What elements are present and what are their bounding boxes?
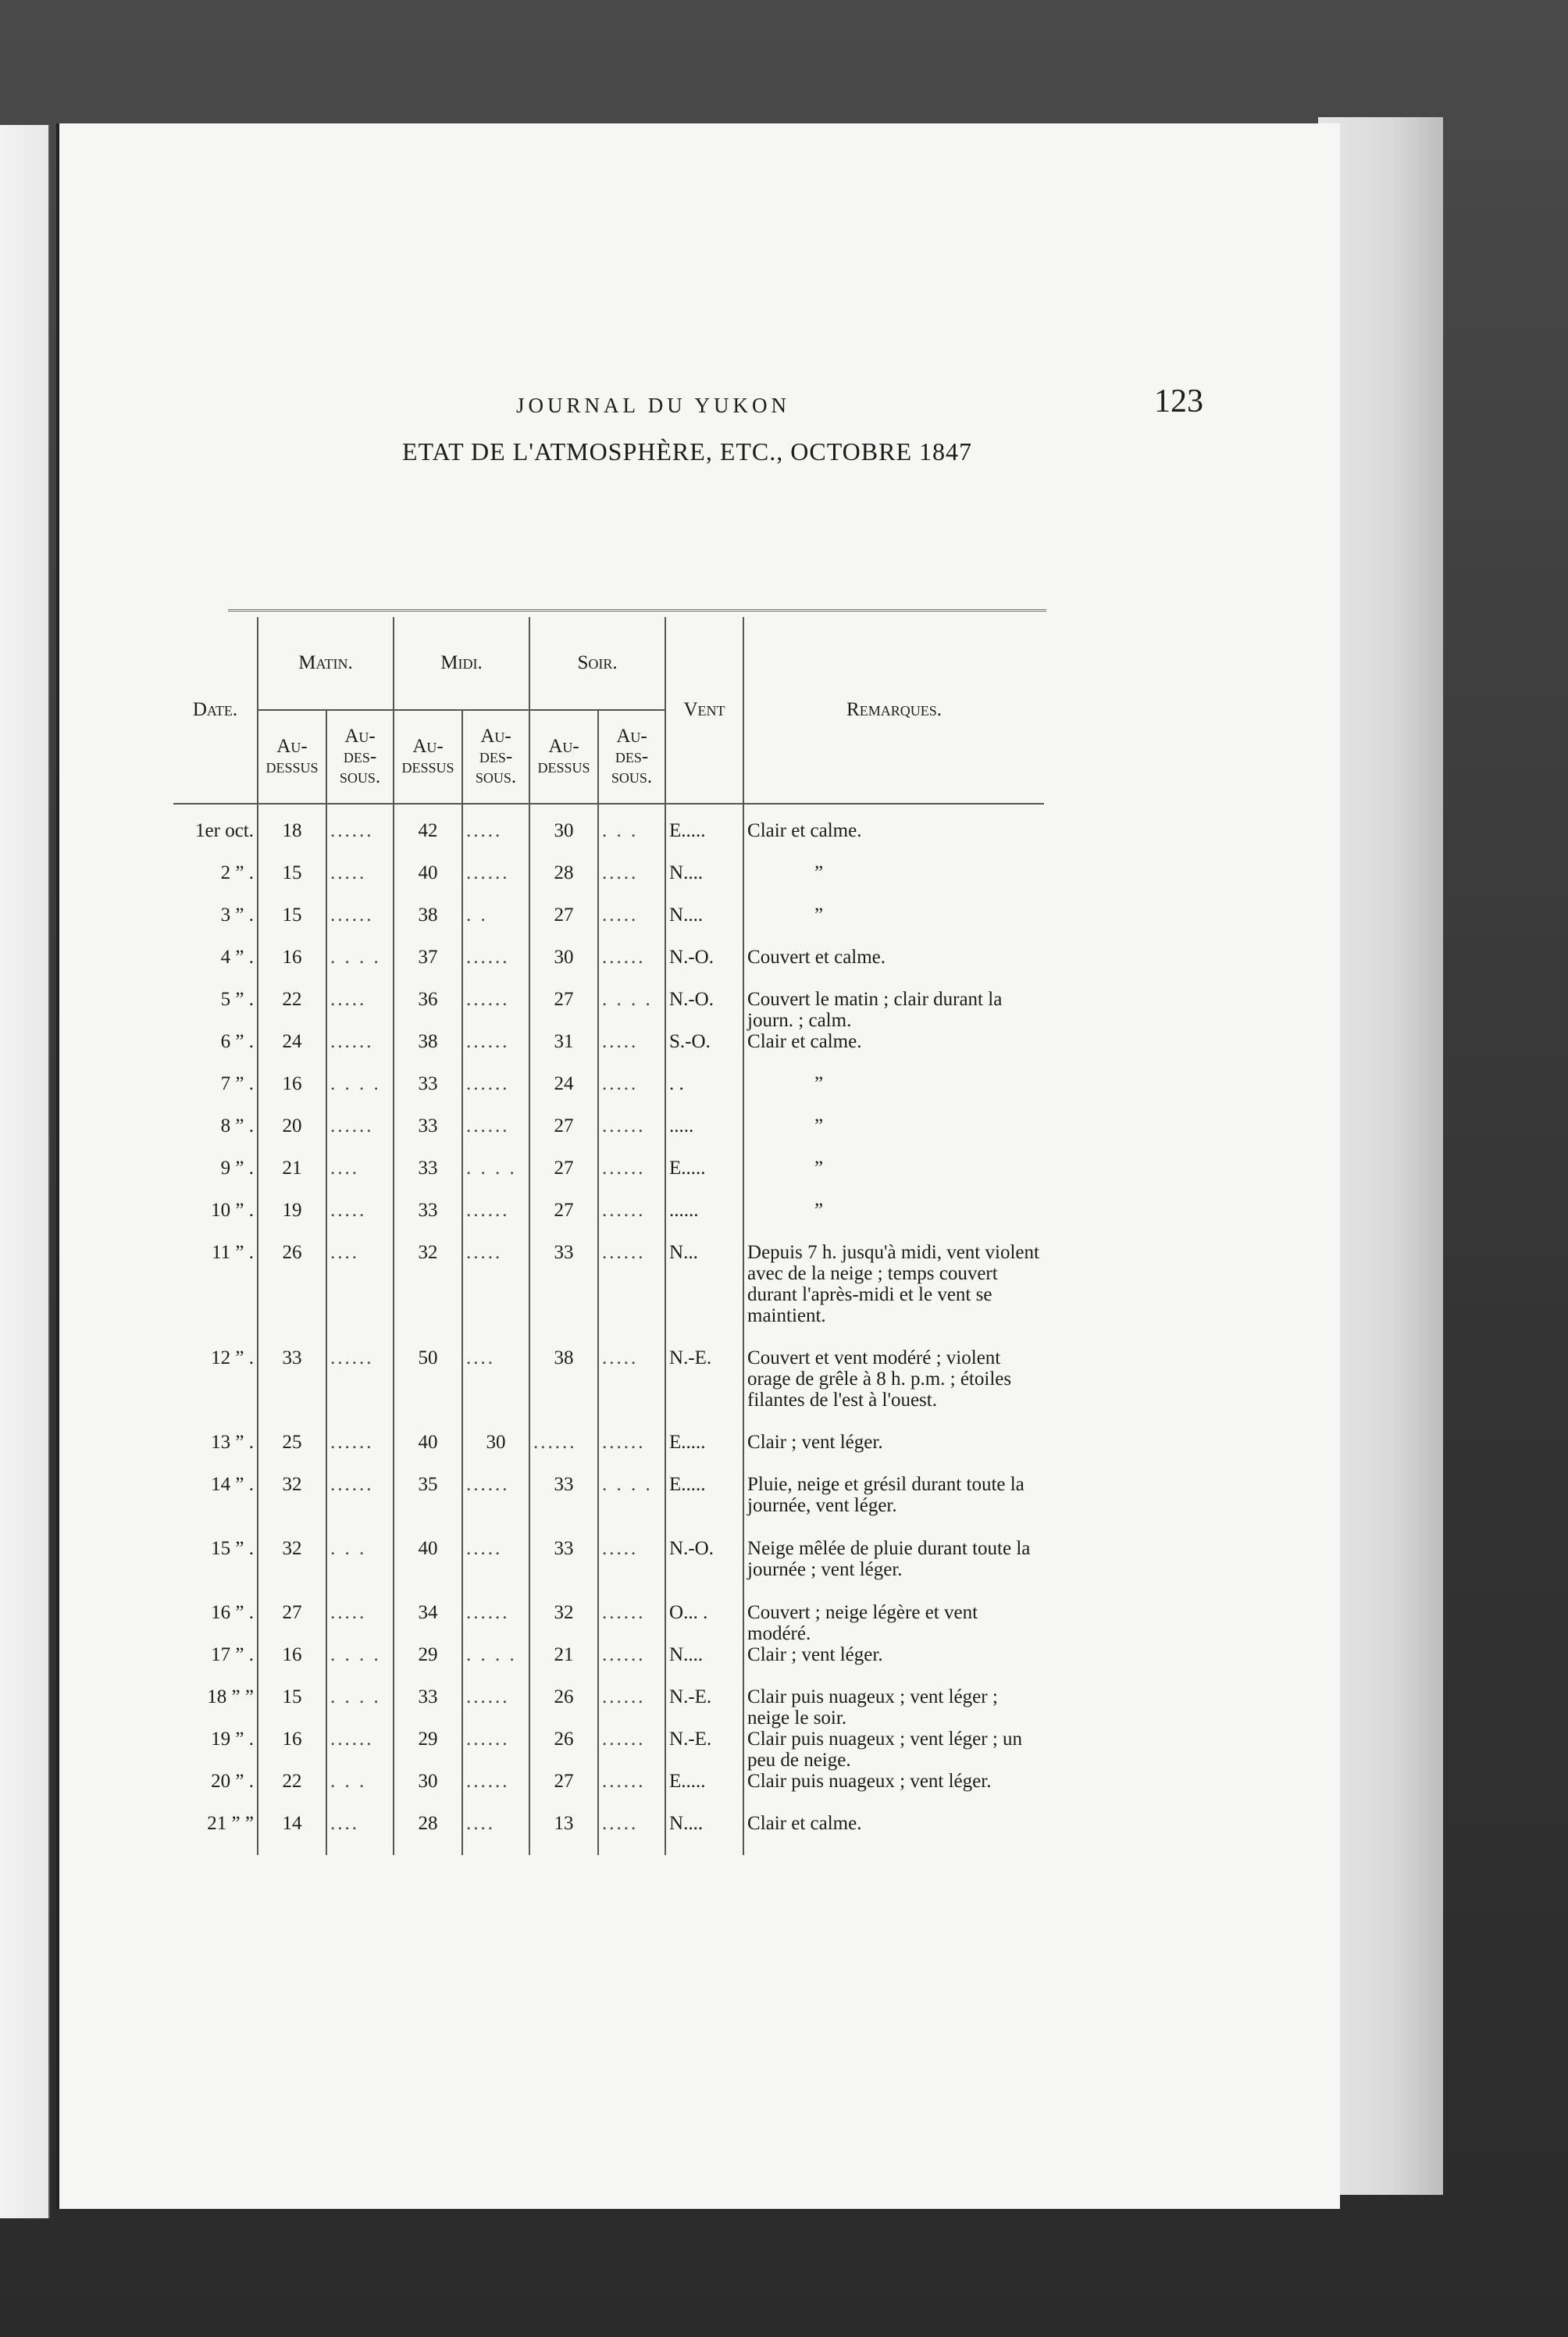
cell-remarques: Clair puis nuageux ; vent léger. xyxy=(747,1771,992,1792)
cell-midi-dessus: 29 xyxy=(394,1729,462,1771)
table-row xyxy=(173,1242,1044,1347)
cell-date: 14 ” . xyxy=(173,1474,258,1538)
cell-matin-dessous: ..... xyxy=(326,862,394,904)
cell-remarques: Clair puis nuageux ; vent léger ; un peu de neige. xyxy=(747,1729,1023,1771)
cell-midi-dessus: 36 xyxy=(394,989,462,1031)
cell-vent: N.-E. xyxy=(665,1347,743,1432)
cell-vent: E..... xyxy=(665,1474,743,1538)
header-row-groups xyxy=(173,617,1044,710)
cell-soir-dessus: 30 xyxy=(529,804,598,862)
cell-soir-dessous: . . . xyxy=(598,804,665,862)
cell-remarques: Clair et calme. xyxy=(747,1031,862,1052)
cell-midi-dessus: 38 xyxy=(394,1031,462,1073)
cell-soir-dessus: 26 xyxy=(529,1729,598,1771)
table-row xyxy=(173,1432,1044,1474)
table-row xyxy=(173,804,1044,862)
cell-soir-dessus: 30 xyxy=(529,947,598,989)
cell-vent: N... xyxy=(665,1242,743,1347)
facing-page-edge xyxy=(0,125,50,2218)
cell-soir-dessus: 38 xyxy=(529,1347,598,1432)
cell-midi-dessous: ..... xyxy=(462,1242,529,1347)
cell-midi-dessous: ...... xyxy=(462,1115,529,1158)
cell-soir-dessus: 27 xyxy=(529,1771,598,1813)
cell-soir-dessous: ..... xyxy=(598,1073,665,1115)
cell-matin-dessous: ..... xyxy=(326,989,394,1031)
cell-soir-dessous: ..... xyxy=(598,1813,665,1855)
cell-remarques: Clair et calme. xyxy=(747,1813,862,1834)
cell-soir-dessous: ...... xyxy=(598,1158,665,1200)
cell-midi-dessus: 38 xyxy=(394,904,462,947)
cell-midi-dessus: 35 xyxy=(394,1474,462,1538)
cell-midi-dessous: . . . . xyxy=(462,1158,529,1200)
table-row xyxy=(173,1474,1044,1538)
cell-date: 1er oct. xyxy=(173,804,258,862)
table-row xyxy=(173,947,1044,989)
cell-matin-dessous: ..... xyxy=(326,1602,394,1644)
cell-midi-dessous: ...... xyxy=(462,862,529,904)
cell-vent: N.... xyxy=(665,1644,743,1686)
cell-date: 17 ” . xyxy=(173,1644,258,1686)
cell-date: 11 ” . xyxy=(173,1242,258,1347)
cell-midi-dessus: 37 xyxy=(394,947,462,989)
cell-remarques: ” xyxy=(814,1115,824,1136)
cell-midi-dessous: .... xyxy=(462,1347,529,1432)
cell-midi-dessus: 50 xyxy=(394,1347,462,1432)
cell-vent: E..... xyxy=(665,1771,743,1813)
cell-remarques: Clair ; vent léger. xyxy=(747,1432,883,1453)
cell-soir-dessus: 33 xyxy=(529,1242,598,1347)
cell-soir-dessous: . . . . xyxy=(598,989,665,1031)
header-soir-au-dessous: Au-des-sous. xyxy=(598,710,665,804)
cell-matin-dessus: 32 xyxy=(258,1538,326,1602)
cell-midi-dessus: 40 xyxy=(394,862,462,904)
cell-date: 12 ” . xyxy=(173,1347,258,1432)
cell-soir-dessous: ..... xyxy=(598,904,665,947)
journal-title: JOURNAL DU YUKON xyxy=(516,394,790,417)
cell-midi-dessous: 30 xyxy=(462,1432,529,1474)
cell-date: 19 ” . xyxy=(173,1729,258,1771)
header-date: Date. xyxy=(173,617,258,804)
cell-vent: N.... xyxy=(665,904,743,947)
table-row xyxy=(173,862,1044,904)
cell-midi-dessous: ...... xyxy=(462,1686,529,1729)
cell-matin-dessus: 16 xyxy=(258,1644,326,1686)
cell-soir-dessus: 27 xyxy=(529,904,598,947)
cell-date: 15 ” . xyxy=(173,1538,258,1602)
cell-soir-dessus: 32 xyxy=(529,1602,598,1644)
cell-matin-dessous: ...... xyxy=(326,1729,394,1771)
cell-date: 8 ” . xyxy=(173,1115,258,1158)
table-row xyxy=(173,1729,1044,1771)
table-row xyxy=(173,1602,1044,1644)
cell-midi-dessus: 40 xyxy=(394,1432,462,1474)
cell-soir-dessous: ...... xyxy=(598,1602,665,1644)
cell-matin-dessus: 22 xyxy=(258,989,326,1031)
cell-matin-dessus: 19 xyxy=(258,1200,326,1242)
cell-matin-dessus: 15 xyxy=(258,1686,326,1729)
cell-matin-dessus: 16 xyxy=(258,1729,326,1771)
cell-matin-dessus: 14 xyxy=(258,1813,326,1855)
table-row xyxy=(173,1771,1044,1813)
table-row xyxy=(173,904,1044,947)
header-soir: Soir. xyxy=(529,617,665,710)
cell-remarques: ” xyxy=(814,1158,824,1179)
cell-remarques: ” xyxy=(814,1073,824,1094)
table-row xyxy=(173,1031,1044,1073)
cell-date: 20 ” . xyxy=(173,1771,258,1813)
table-row xyxy=(173,1686,1044,1729)
cell-matin-dessous: ...... xyxy=(326,904,394,947)
cell-midi-dessous: .... xyxy=(462,1813,529,1855)
cell-date: 21 ” ” xyxy=(173,1813,258,1855)
cell-matin-dessus: 21 xyxy=(258,1158,326,1200)
header-soir-au-dessus: Au-dessus xyxy=(529,710,598,804)
cell-vent: S.-O. xyxy=(665,1031,743,1073)
running-head xyxy=(516,383,1203,430)
cell-date: 9 ” . xyxy=(173,1158,258,1200)
cell-matin-dessous: ..... xyxy=(326,1200,394,1242)
cell-soir-dessous: ...... xyxy=(598,1200,665,1242)
cell-matin-dessus: 16 xyxy=(258,947,326,989)
cell-remarques: Depuis 7 h. jusqu'à midi, vent violent avec de la neige ; temps couvert durant l'après-midi et le vent se maintient. xyxy=(747,1242,1039,1326)
cell-remarques: ” xyxy=(814,904,824,926)
cell-matin-dessous: ...... xyxy=(326,1432,394,1474)
header-midi-au-dessous: Au-des-sous. xyxy=(462,710,529,804)
cell-soir-dessous: ...... xyxy=(598,1729,665,1771)
cell-soir-dessous: ..... xyxy=(598,1031,665,1073)
cell-soir-dessous: ...... xyxy=(598,1432,665,1474)
cell-vent: E..... xyxy=(665,1158,743,1200)
cell-vent: N.... xyxy=(665,862,743,904)
cell-midi-dessus: 33 xyxy=(394,1200,462,1242)
table-title: ETAT DE L'ATMOSPHÈRE, ETC., OCTOBRE 1847 xyxy=(401,437,973,466)
cell-vent: O... . xyxy=(665,1602,743,1644)
header-midi: Midi. xyxy=(394,617,529,710)
cell-soir-dessous: . . . . xyxy=(598,1474,665,1538)
cell-matin-dessus: 18 xyxy=(258,804,326,862)
cell-date: 16 ” . xyxy=(173,1602,258,1644)
cell-midi-dessus: 28 xyxy=(394,1813,462,1855)
cell-midi-dessous: ...... xyxy=(462,1771,529,1813)
cell-matin-dessous: .... xyxy=(326,1242,394,1347)
cell-midi-dessous: . . . . xyxy=(462,1644,529,1686)
table-row xyxy=(173,1347,1044,1432)
cell-matin-dessous: . . . xyxy=(326,1538,394,1602)
cell-remarques: Clair ; vent léger. xyxy=(747,1644,883,1665)
cell-matin-dessus: 24 xyxy=(258,1031,326,1073)
cell-midi-dessus: 33 xyxy=(394,1686,462,1729)
cell-soir-dessous: ..... xyxy=(598,1347,665,1432)
cell-vent: N.-O. xyxy=(665,989,743,1031)
cell-matin-dessus: 33 xyxy=(258,1347,326,1432)
table-body xyxy=(173,804,1044,1855)
cell-soir-dessous: ...... xyxy=(598,1242,665,1347)
table-row xyxy=(173,1538,1044,1602)
cell-matin-dessus: 20 xyxy=(258,1115,326,1158)
cell-date: 18 ” ” xyxy=(173,1686,258,1729)
cell-midi-dessous: ...... xyxy=(462,1729,529,1771)
cell-midi-dessous: ...... xyxy=(462,1602,529,1644)
cell-midi-dessous: . . xyxy=(462,904,529,947)
cell-matin-dessous: ...... xyxy=(326,804,394,862)
cell-midi-dessous: ..... xyxy=(462,804,529,862)
cell-soir-dessus: 27 xyxy=(529,989,598,1031)
cell-matin-dessus: 32 xyxy=(258,1474,326,1538)
cell-soir-dessus: 27 xyxy=(529,1115,598,1158)
cell-remarques: Clair puis nuageux ; vent léger ; neige le soir. xyxy=(747,1686,998,1729)
cell-soir-dessus: 24 xyxy=(529,1073,598,1115)
header-matin-au-dessus: Au-dessus xyxy=(258,710,326,804)
cell-remarques: Clair et calme. xyxy=(747,820,862,841)
table-row xyxy=(173,1813,1044,1855)
cell-midi-dessous: ...... xyxy=(462,1474,529,1538)
cell-midi-dessous: ...... xyxy=(462,1031,529,1073)
cell-soir-dessous: ...... xyxy=(598,1686,665,1729)
cell-soir-dessous: ...... xyxy=(598,1771,665,1813)
cell-vent: N.-O. xyxy=(665,1538,743,1602)
page-number: 123 xyxy=(1154,384,1203,419)
cell-soir-dessus: 33 xyxy=(529,1474,598,1538)
cell-date: 6 ” . xyxy=(173,1031,258,1073)
cell-soir-dessus: 26 xyxy=(529,1686,598,1729)
cell-vent: N.-E. xyxy=(665,1729,743,1771)
cell-date: 7 ” . xyxy=(173,1073,258,1115)
cell-midi-dessus: 32 xyxy=(394,1242,462,1347)
cell-matin-dessous: . . . xyxy=(326,1771,394,1813)
cell-matin-dessous: .... xyxy=(326,1813,394,1855)
header-remarques: Remarques. xyxy=(743,617,1044,804)
cell-midi-dessous: ...... xyxy=(462,1200,529,1242)
cell-soir-dessus: 27 xyxy=(529,1200,598,1242)
cell-soir-dessus: 31 xyxy=(529,1031,598,1073)
cell-soir-dessus: ...... xyxy=(529,1432,598,1474)
cell-midi-dessus: 42 xyxy=(394,804,462,862)
cell-vent: N.-O. xyxy=(665,947,743,989)
cell-matin-dessus: 26 xyxy=(258,1242,326,1347)
cell-soir-dessus: 27 xyxy=(529,1158,598,1200)
cell-vent: ..... xyxy=(665,1115,743,1158)
cell-date: 5 ” . xyxy=(173,989,258,1031)
cell-matin-dessous: ...... xyxy=(326,1115,394,1158)
cell-midi-dessous: ..... xyxy=(462,1538,529,1602)
cell-matin-dessous: . . . . xyxy=(326,1073,394,1115)
cell-date: 3 ” . xyxy=(173,904,258,947)
cell-midi-dessus: 34 xyxy=(394,1602,462,1644)
cell-midi-dessus: 33 xyxy=(394,1158,462,1200)
cell-matin-dessus: 22 xyxy=(258,1771,326,1813)
header-vent: Vent xyxy=(665,617,743,804)
cell-midi-dessous: ...... xyxy=(462,1073,529,1115)
cell-soir-dessus: 21 xyxy=(529,1644,598,1686)
cell-matin-dessus: 25 xyxy=(258,1432,326,1474)
cell-date: 13 ” . xyxy=(173,1432,258,1474)
cell-remarques: Neige mêlée de pluie durant toute la journée ; vent léger. xyxy=(747,1538,1031,1580)
cell-soir-dessous: ...... xyxy=(598,1115,665,1158)
cell-matin-dessous: . . . . xyxy=(326,947,394,989)
cell-remarques: Pluie, neige et grésil durant toute la journée, vent léger. xyxy=(747,1474,1025,1516)
cell-vent: E..... xyxy=(665,804,743,862)
table-row xyxy=(173,1115,1044,1158)
cell-date: 4 ” . xyxy=(173,947,258,989)
header-matin: Matin. xyxy=(258,617,394,710)
table-row xyxy=(173,1158,1044,1200)
cell-matin-dessous: ...... xyxy=(326,1031,394,1073)
cell-soir-dessus: 28 xyxy=(529,862,598,904)
cell-matin-dessous: . . . . xyxy=(326,1644,394,1686)
cell-matin-dessus: 15 xyxy=(258,904,326,947)
header-midi-au-dessus: Au-dessus xyxy=(394,710,462,804)
cell-vent: N.... xyxy=(665,1813,743,1855)
cell-vent: . . xyxy=(665,1073,743,1115)
table-row xyxy=(173,1200,1044,1242)
weather-table xyxy=(173,617,1044,1855)
cell-midi-dessous: ...... xyxy=(462,989,529,1031)
cell-remarques: Couvert et calme. xyxy=(747,947,886,968)
cell-soir-dessus: 33 xyxy=(529,1538,598,1602)
cell-matin-dessous: . . . . xyxy=(326,1686,394,1729)
cell-soir-dessous: ..... xyxy=(598,862,665,904)
cell-midi-dessus: 40 xyxy=(394,1538,462,1602)
cell-soir-dessous: ...... xyxy=(598,947,665,989)
cell-remarques: Couvert et vent modéré ; violent orage de grêle à 8 h. p.m. ; étoiles filantes de l'est à l'ouest. xyxy=(747,1347,1012,1411)
cell-remarques: ” xyxy=(814,1200,824,1221)
cell-date: 10 ” . xyxy=(173,1200,258,1242)
cell-midi-dessus: 29 xyxy=(394,1644,462,1686)
cell-soir-dessous: ..... xyxy=(598,1538,665,1602)
cell-vent: N.-E. xyxy=(665,1686,743,1729)
cell-remarques: Couvert le matin ; clair durant la journ. ; calm. xyxy=(747,989,1003,1031)
cell-remarques: Couvert ; neige légère et vent modéré. xyxy=(747,1602,978,1644)
table-row xyxy=(173,989,1044,1031)
cell-matin-dessous: ...... xyxy=(326,1347,394,1432)
cell-matin-dessus: 16 xyxy=(258,1073,326,1115)
table-row xyxy=(173,1644,1044,1686)
cell-matin-dessus: 15 xyxy=(258,862,326,904)
cell-midi-dessous: ...... xyxy=(462,947,529,989)
table-row xyxy=(173,1073,1044,1115)
cell-remarques: ” xyxy=(814,862,824,883)
cell-vent: E..... xyxy=(665,1432,743,1474)
cell-vent: ...... xyxy=(665,1200,743,1242)
header-matin-au-dessous: Au-des-sous. xyxy=(326,710,394,804)
cell-midi-dessus: 33 xyxy=(394,1115,462,1158)
table-top-rule xyxy=(228,609,1046,612)
cell-soir-dessus: 13 xyxy=(529,1813,598,1855)
cell-soir-dessous: ...... xyxy=(598,1644,665,1686)
cell-matin-dessous: ...... xyxy=(326,1474,394,1538)
cell-matin-dessus: 27 xyxy=(258,1602,326,1644)
cell-date: 2 ” . xyxy=(173,862,258,904)
cell-matin-dessous: .... xyxy=(326,1158,394,1200)
cell-midi-dessus: 33 xyxy=(394,1073,462,1115)
cell-midi-dessus: 30 xyxy=(394,1771,462,1813)
